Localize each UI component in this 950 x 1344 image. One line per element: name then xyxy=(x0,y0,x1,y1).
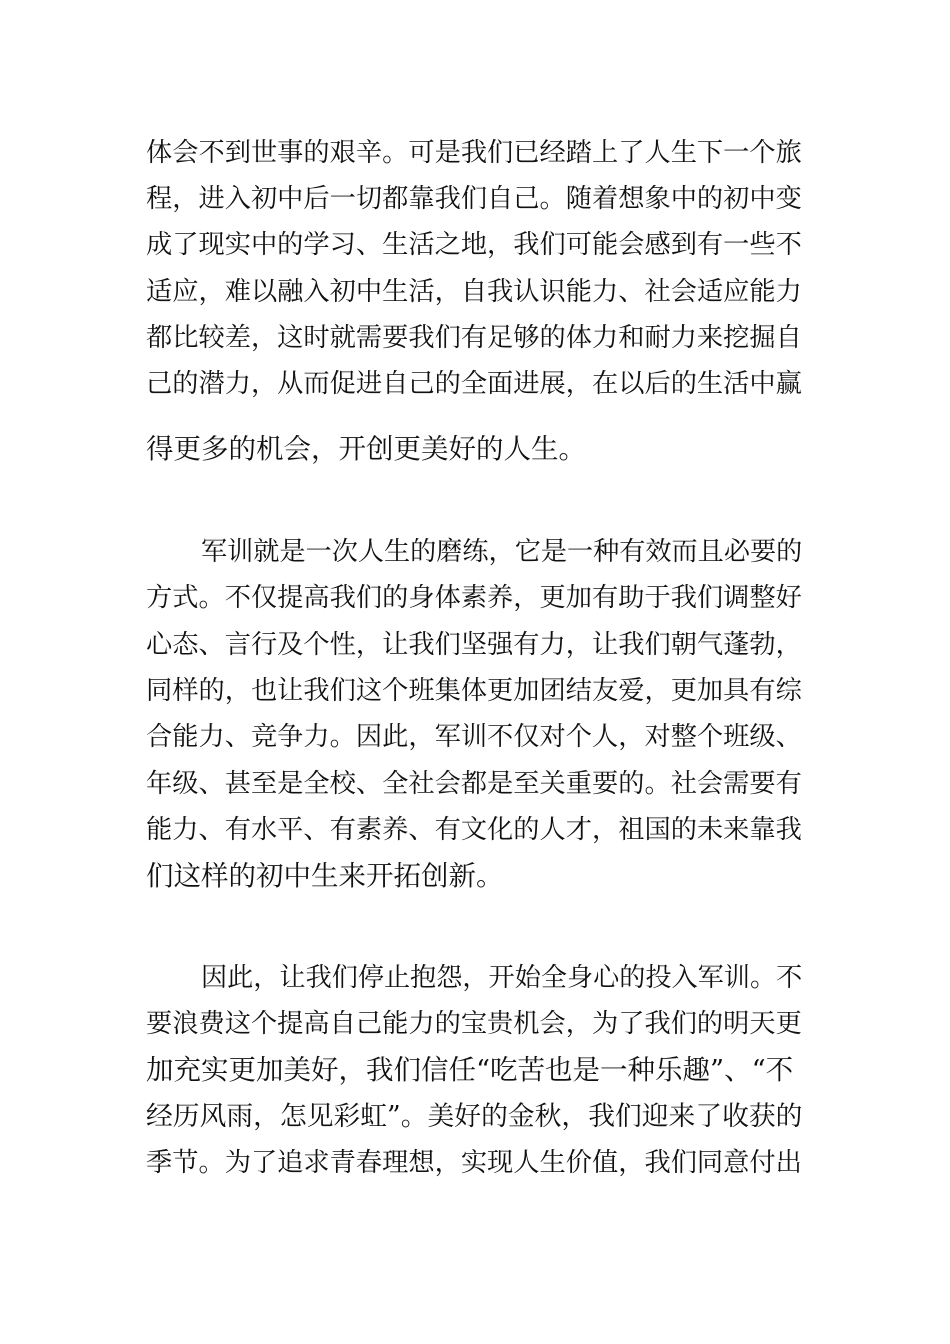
text-line: 得更多的机会，开创更美好的人生。 xyxy=(146,433,586,465)
text-line: 心态、言行及个性，让我们坚强有力，让我们朝气蓬勃， xyxy=(146,630,802,660)
text-line: 年级、甚至是全校、全社会都是至关重要的。社会需要有 xyxy=(146,769,802,799)
text-line: 体会不到世事的艰辛。可是我们已经踏上了人生下一个旅 xyxy=(146,138,802,168)
text-line: 己的潜力，从而促进自己的全面进展，在以后的生活中赢 xyxy=(146,369,802,399)
text-line: 加充实更加美好，我们信任“吃苦也是一种乐趣”、“不 xyxy=(146,1054,794,1086)
text-line: 方式。不仅提高我们的身体素养，更加有助于我们调整好 xyxy=(146,583,802,613)
text-line: 成了现实中的学习、生活之地，我们可能会感到有一些不 xyxy=(146,230,802,260)
text-line: 要浪费这个提高自己能力的宝贵机会，为了我们的明天更 xyxy=(146,1009,802,1039)
text-line: 因此，让我们停止抱怨，开始全身心的投入军训。不 xyxy=(201,963,803,993)
text-line: 合能力、竞争力。因此，军训不仅对个人，对整个班级、 xyxy=(146,722,802,752)
text-line: 们这样的初中生来开拓创新。 xyxy=(146,860,504,892)
text-line: 程，进入初中后一切都靠我们自己。随着想象中的初中变 xyxy=(146,184,802,214)
text-line: 季节。为了追求青春理想，实现人生价值，我们同意付出 xyxy=(146,1148,802,1178)
text-line: 都比较差，这时就需要我们有足够的体力和耐力来挖掘自 xyxy=(146,323,802,353)
text-line: 同样的，也让我们这个班集体更加团结友爱，更加具有综 xyxy=(146,676,802,706)
text-line: 适应，难以融入初中生活，自我认识能力、社会适应能力 xyxy=(146,277,802,307)
text-line: 能力、有水平、有素养、有文化的人才，祖国的未来靠我 xyxy=(146,815,802,845)
text-line: 军训就是一次人生的磨练，它是一种有效而且必要的 xyxy=(201,537,803,567)
text-line: 经历风雨，怎见彩虹”。美好的金秋，我们迎来了收获的 xyxy=(146,1101,803,1132)
